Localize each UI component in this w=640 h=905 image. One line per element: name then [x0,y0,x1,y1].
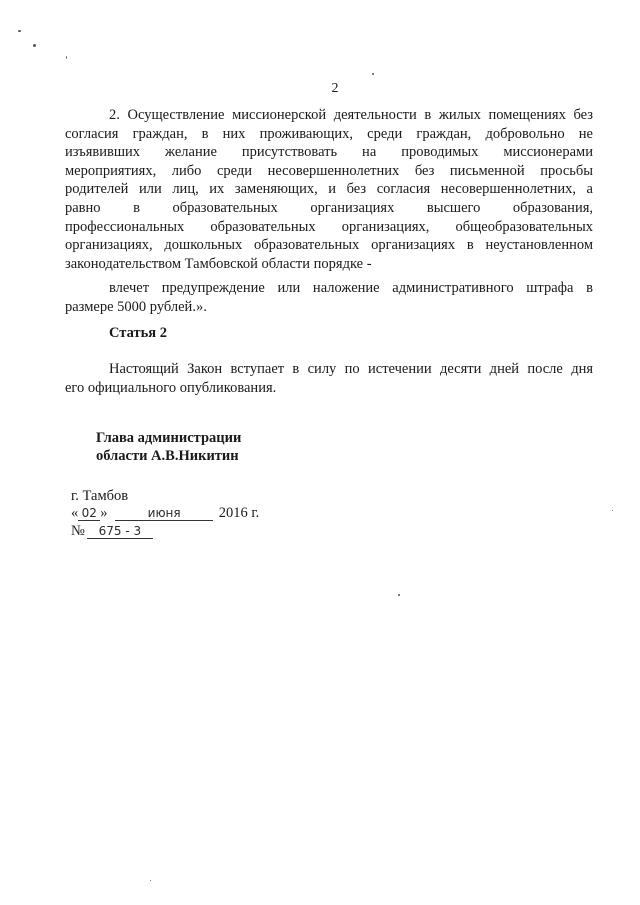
date-year: 2016 г. [218,505,260,521]
number-sign: № [71,523,85,539]
scan-speck [612,510,613,511]
paragraph-line: влечет предупреждение или наложение административного штрафа в [109,280,593,296]
date-close-quote: » [100,505,108,521]
scan-speck [66,56,67,59]
paragraph-line: профессиональных образовательных организациях, общеобразовательных [65,218,593,235]
scan-speck [18,30,21,32]
paragraph-line: согласия граждан, в них проживающих, среди граждан, добровольно не [65,125,593,142]
date-month: июня [115,506,213,521]
signature-block [96,429,241,465]
paragraph-line: Настоящий Закон вступает в силу по истечении десяти дней после дня [109,361,593,377]
date-day: 02 [78,506,100,521]
paragraph-line: размере 5000 рублей.». [65,298,207,315]
paragraph-line: 2. Осуществление миссионерской деятельности в жилых помещениях без [109,107,593,123]
place-of-signing: г. Тамбов [71,488,129,504]
paragraph-line: равно в образовательных организациях высшего образования, [65,199,593,216]
paragraph-penalty [65,279,593,316]
scan-speck [150,880,151,881]
scan-speck [398,594,400,596]
paragraph-line: его официального опубликования. [65,379,277,396]
paragraph-line: мероприятиях, либо среди несовершеннолетних без письменной просьбы [65,162,593,179]
law-number [71,523,153,540]
number-value: 675 - 3 [87,524,153,539]
signatory-title: Глава администрации [96,430,242,446]
scan-speck [372,73,374,75]
paragraph-effective-date [65,360,593,397]
paragraph-line: изъявивших желание присутствовать на проводимых миссионерами [65,144,593,161]
scan-speck [33,44,36,47]
paragraph-line: родителей или лиц, их заменяющих, и без согласия несовершеннолетних, а [65,181,593,198]
signing-date [71,505,259,522]
page-number: 2 [331,81,339,96]
date-open-quote: « [71,505,79,521]
article-heading: Статья 2 [109,325,167,341]
paragraph-amendment [65,106,593,273]
paragraph-line: законодательством Тамбовской области порядке - [65,255,372,272]
paragraph-line: организациях, дошкольных образовательных организациях в неустановленном [65,237,593,254]
signatory-name: области А.В.Никитин [96,448,239,464]
